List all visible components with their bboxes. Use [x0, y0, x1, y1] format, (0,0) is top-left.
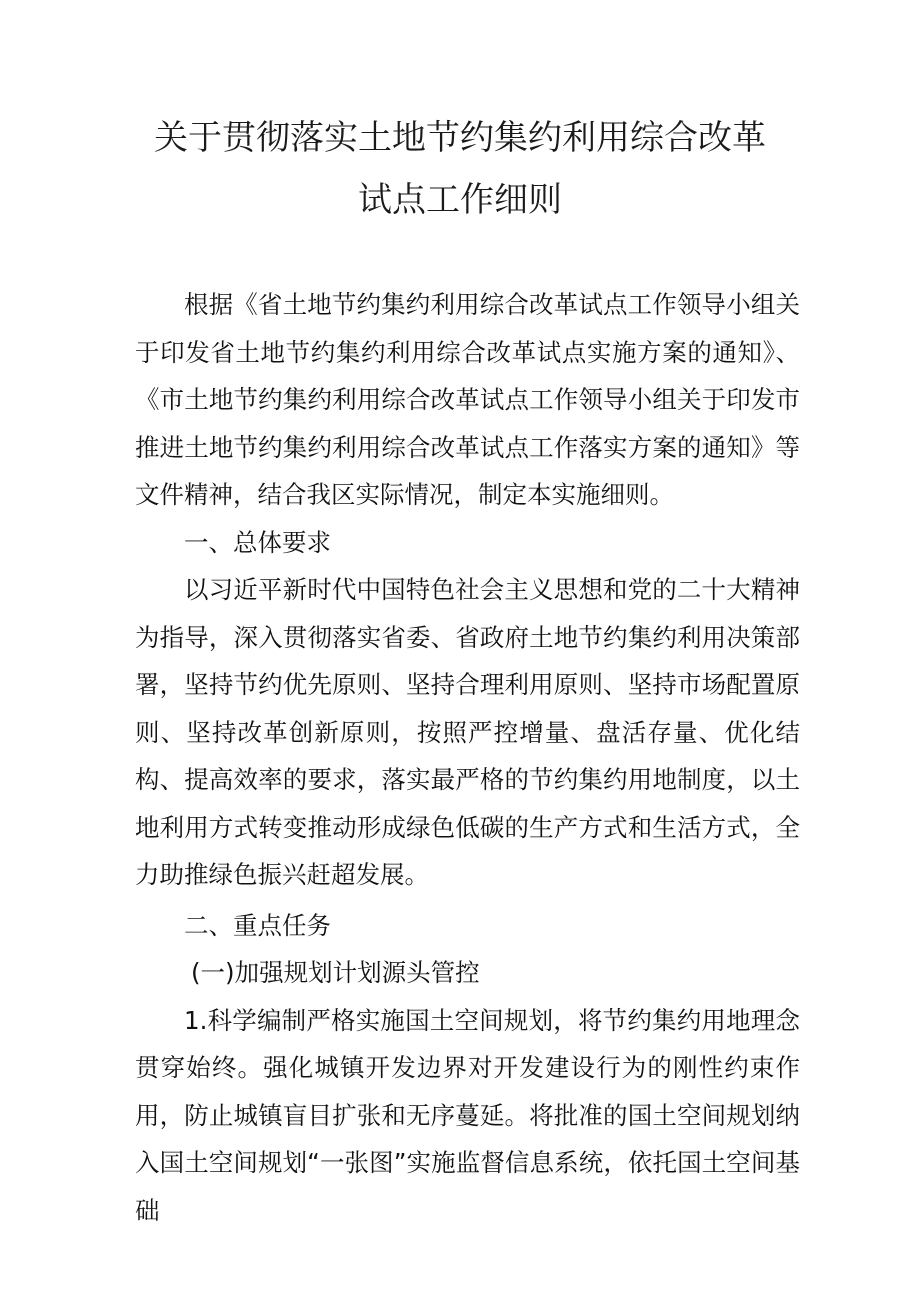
document-title-line-1: 关于贯彻落实土地节约集约利用综合改革: [154, 118, 766, 158]
document-body: [135, 281, 800, 1234]
section-heading-key-tasks: 二、重点任务: [184, 910, 331, 940]
general-requirements-paragraph: 以习近平新时代中国特色社会主义思想和党的二十大精神为指导，深入贯彻落实省委、省政府土地节约集约利用决策部署，坚持节约优先原则、坚持合理利用原则、坚持市场配置原则、坚持改革创新原则，按照严控增量、盘活存量、优化结构、提高效率的要求，落实最严格的节约集约用地制度，以土地利用方式转变推动形成绿色低碳的生产方式和生活方式，全力助推绿色振兴赶超发展。: [135, 575, 800, 889]
intro-paragraph: 根据《省土地节约集约利用综合改革试点工作领导小组关于印发省土地节约集约利用综合改革试点实施方案的通知》、《市土地节约集约利用综合改革试点工作领导小组关于印发市推进土地节约集约利用综合改革试点工作落实方案的通知》等文件精神，结合我区实际情况，制定本实施细则。: [135, 290, 800, 509]
item-1-paragraph: 1.科学编制严格实施国土空间规划，将节约集约用地理念贯穿始终。强化城镇开发边界对开发建设行为的刚性约束作用，防止城镇盲目扩张和无序蔓延。将批准的国土空间规划纳入国土空间规划“一张图”实施监督信息系统，依托国土空间基础: [135, 1005, 800, 1225]
document-title-line-2: 试点工作细则: [358, 180, 562, 220]
section-heading-general-requirements: 一、总体要求: [184, 527, 331, 557]
subsection-heading-planning-control: (一)加强规划计划源头管控: [191, 958, 480, 987]
